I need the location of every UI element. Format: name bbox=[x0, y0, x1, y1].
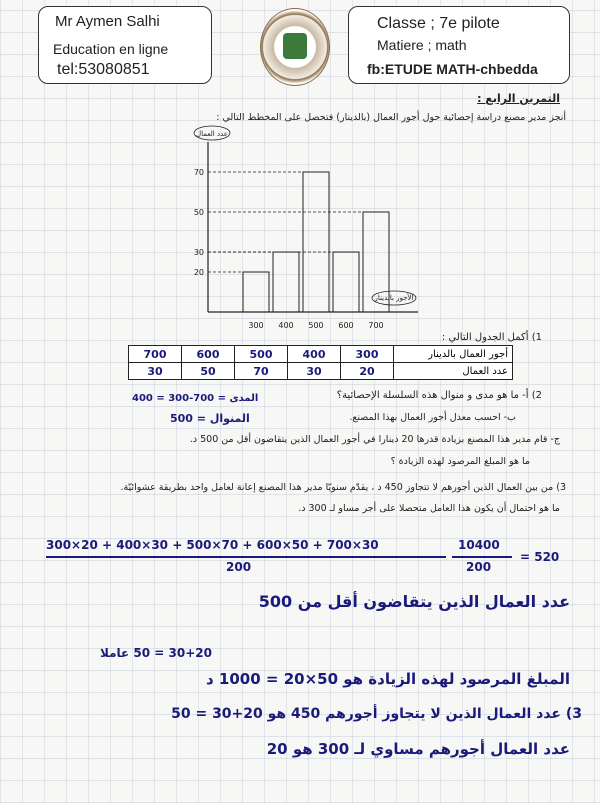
question-3: 3) من بين العمال الذين أجورهم لا تتجاوز 450 د ، يقدّم سنويّا مدير هذا المصنع إعانة لعامل واحد بطريقة عشوائيّة. bbox=[120, 482, 566, 493]
table-cell: 700 bbox=[129, 346, 182, 363]
y-tick-label: 30 bbox=[193, 248, 204, 257]
fraction-bar bbox=[46, 556, 446, 558]
table-cell: 30 bbox=[288, 363, 341, 380]
table-row bbox=[129, 346, 513, 363]
chart-bar bbox=[243, 272, 269, 312]
teacher-name: Mr Aymen Salhi bbox=[55, 13, 160, 30]
handwritten-mode: المنوال = 500 bbox=[170, 412, 250, 425]
table-row-label: أجور العمال بالدينار bbox=[394, 346, 513, 363]
subject-label: Matiere ; math bbox=[377, 37, 467, 53]
table-cell: 300 bbox=[341, 346, 394, 363]
y-tick-label: 50 bbox=[193, 208, 204, 217]
exercise-intro: أنجز مدير مصنع دراسة إحصائية حول أجور العمال (بالدينار) فتحصل على المخطط التالي : bbox=[216, 112, 566, 123]
logo-emblem-icon bbox=[283, 33, 307, 59]
chart-bar bbox=[273, 252, 299, 312]
table-cell: 20 bbox=[341, 363, 394, 380]
chart-bar bbox=[303, 172, 329, 312]
handwritten-mean-result: = 520 bbox=[520, 550, 560, 564]
handwritten-mean-denominator-2: 200 bbox=[466, 560, 492, 574]
wage-bar-chart bbox=[170, 122, 420, 334]
x-tick-label: 700 bbox=[368, 321, 384, 330]
teacher-info-box bbox=[38, 6, 212, 84]
frequency-table bbox=[128, 345, 513, 380]
chart-bar bbox=[333, 252, 359, 312]
table-cell: 30 bbox=[129, 363, 182, 380]
x-tick-label: 300 bbox=[248, 321, 264, 330]
organization: Education en ligne bbox=[53, 41, 169, 57]
question-1: 1) أكمل الجدول التالي : bbox=[441, 332, 542, 343]
handwritten-line-q3a: 3) عدد العمال الذين لا يتجاوز أجورهم 450 هو 20+30 = 50 bbox=[171, 706, 582, 722]
x-tick-label: 400 bbox=[278, 321, 294, 330]
handwritten-line-c1: عدد العمال الذين يتقاضون أقل من 500 bbox=[258, 592, 570, 611]
class-label: Classe ; 7e pilote bbox=[377, 15, 500, 32]
question-2a: 2) أ- ما هو مدى و منوال هذه السلسلة الإحصائية؟ bbox=[336, 390, 542, 401]
question-2c: ج- قام مدير هذا المصنع بزيادة قدرها 20 دينارا في أجور العمال الذين يتقاضون أقل من 500 د. bbox=[189, 434, 560, 445]
table-row bbox=[129, 363, 513, 380]
handwritten-line-q3b: عدد العمال أجورهم مساوي لـ 300 هو 20 bbox=[266, 740, 570, 758]
exercise-title: التمرين الرابع : bbox=[477, 92, 560, 105]
x-tick-label: 500 bbox=[308, 321, 324, 330]
y-tick-label: 20 bbox=[193, 268, 204, 277]
table-cell: 50 bbox=[182, 363, 235, 380]
handwritten-line-c3: المبلغ المرصود لهذه الزيادة هو 50×20 = 1000 د bbox=[206, 670, 570, 688]
school-logo bbox=[260, 8, 330, 86]
handwritten-range: المدى = 700-300 = 400 bbox=[132, 393, 259, 404]
question-2d: ما هو المبلغ المرصود لهذه الزيادة ؟ bbox=[390, 456, 530, 467]
y-tick-label: 70 bbox=[193, 168, 204, 177]
y-axis-label: عدد العمال bbox=[196, 130, 228, 138]
handwritten-mean-denominator: 200 bbox=[226, 560, 252, 574]
table-cell: 400 bbox=[288, 346, 341, 363]
table-cell: 600 bbox=[182, 346, 235, 363]
x-axis-label: الأجور بالدينار bbox=[374, 294, 414, 302]
question-3b: ما هو احتمال أن يكون هذا العامل متحصلا على أجر مساو لـ 300 د. bbox=[298, 503, 560, 514]
class-info-box bbox=[348, 6, 570, 84]
document-header bbox=[38, 6, 568, 86]
handwritten-mean-numerator: 300×20 + 400×30 + 500×70 + 600×50 + 700×30 bbox=[46, 538, 379, 552]
facebook-label: fb:ETUDE MATH-chbedda bbox=[367, 61, 538, 77]
table-cell: 500 bbox=[235, 346, 288, 363]
fraction-bar bbox=[452, 556, 512, 558]
x-tick-label: 600 bbox=[338, 321, 354, 330]
table-cell: 70 bbox=[235, 363, 288, 380]
phone-number: tel:53080851 bbox=[57, 61, 150, 78]
question-2b: ب- احسب معدل أجور العمال بهذا المصنع. bbox=[349, 412, 516, 423]
handwritten-mean-total: 10400 bbox=[458, 538, 500, 552]
table-row-label: عدد العمال bbox=[394, 363, 513, 380]
handwritten-line-c2: 30+20 = 50 عاملا bbox=[100, 646, 212, 660]
